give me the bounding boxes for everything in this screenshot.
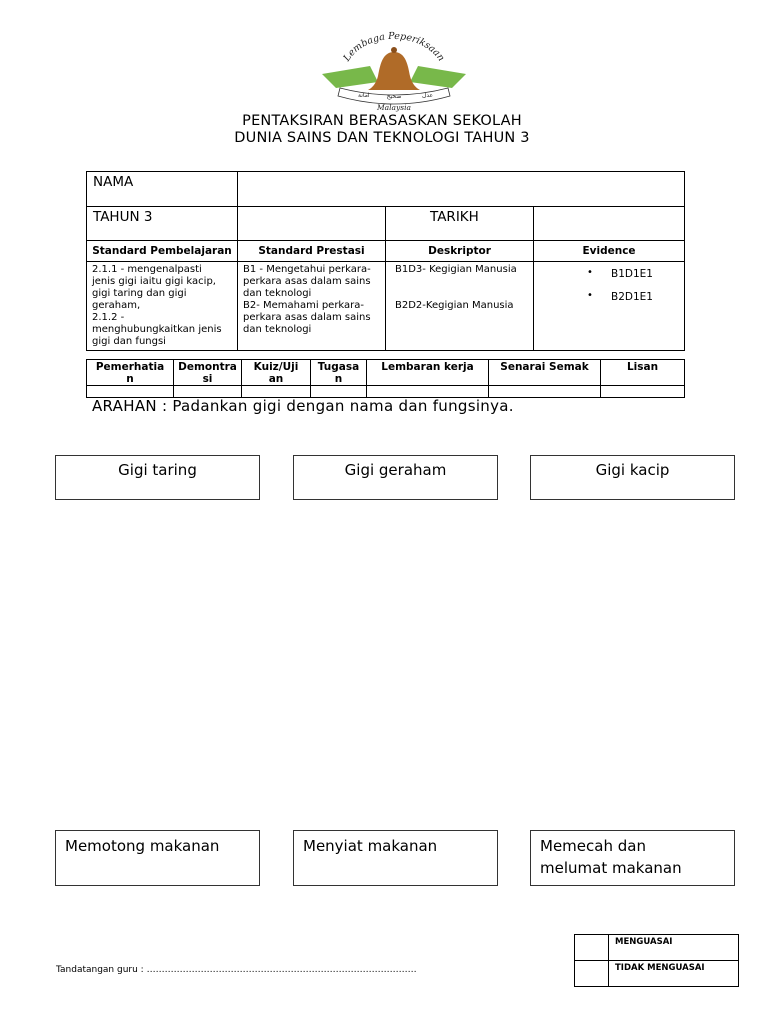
function-label: Menyiat makanan <box>303 837 438 855</box>
tooth-name-box-canine[interactable] <box>55 455 260 500</box>
logo-arc-text: Lembaga Peperiksaan <box>341 30 447 64</box>
teacher-signature-line[interactable]: Tandatangan guru : ……………………………………………………………………………… <box>56 965 417 975</box>
performance-standard-line: perkara asas dalam sains <box>243 312 371 323</box>
descriptor-item: B2D2-Kegigian Manusia <box>395 300 514 311</box>
method-cell[interactable] <box>174 386 242 398</box>
logo-left-wing <box>322 66 378 88</box>
descriptor-item: B1D3- Kegigian Manusia <box>395 264 517 275</box>
header-learning-standard: Standard Pembelajaran <box>87 241 238 262</box>
function-label: melumat makanan <box>540 858 682 877</box>
name-label: NAMA <box>87 172 238 207</box>
function-label: Memecah dan <box>540 837 646 855</box>
not-mastered-checkbox[interactable] <box>575 961 609 987</box>
logo-center-text: صحيح <box>386 93 402 100</box>
logo-right-text: عدل <box>422 92 434 99</box>
performance-standard-cell <box>238 262 386 351</box>
header-evidence: Evidence <box>534 241 685 262</box>
tooth-name-box-incisor[interactable] <box>530 455 735 500</box>
method-assignment: Tugasa n <box>311 360 367 386</box>
instruction-text: ARAHAN : Padankan gigi dengan nama dan fungsinya. <box>92 397 514 415</box>
lembaga-peperiksaan-logo <box>318 26 470 112</box>
year-field[interactable] <box>238 207 386 241</box>
performance-standard-line: B1 - Mengetahui perkara- <box>243 264 371 275</box>
learning-standard-line: menghubungkaitkan jenis <box>92 324 222 335</box>
not-mastered-label: TIDAK MENGUASAI <box>609 961 739 987</box>
method-cell[interactable] <box>489 386 601 398</box>
tooth-name-box-molar[interactable] <box>293 455 498 500</box>
date-label: TARIKH <box>386 207 534 241</box>
mastered-label: MENGUASAI <box>609 935 739 961</box>
page-title: PENTAKSIRAN BERASASKAN SEKOLAH <box>242 113 522 129</box>
learning-standard-line: 2.1.2 - <box>92 312 125 323</box>
method-checklist: Senarai Semak <box>489 360 601 386</box>
student-info-table <box>86 171 685 351</box>
method-cell[interactable] <box>311 386 367 398</box>
learning-standard-line: gigi taring dan gigi <box>92 288 187 299</box>
page-subtitle: DUNIA SAINS DAN TEKNOLOGI TAHUN 3 <box>234 130 530 146</box>
mastery-table <box>574 934 739 987</box>
header-performance-standard: Standard Prestasi <box>238 241 386 262</box>
learning-standard-line: 2.1.1 - mengenalpasti <box>92 264 202 275</box>
method-worksheet: Lembaran kerja <box>367 360 489 386</box>
descriptor-cell <box>386 262 534 351</box>
method-cell[interactable] <box>87 386 174 398</box>
tooth-name-label: Gigi geraham <box>344 461 447 479</box>
logo-bottom-text: Malaysia <box>377 103 411 112</box>
performance-standard-line: perkara asas dalam sains <box>243 276 371 287</box>
date-field[interactable] <box>534 207 685 241</box>
method-quiz: Kuiz/Uji an <box>242 360 311 386</box>
assessment-methods-table <box>86 359 685 398</box>
mastered-checkbox[interactable] <box>575 935 609 961</box>
tooth-name-label: Gigi taring <box>118 461 197 479</box>
evidence-cell <box>534 262 685 351</box>
logo-right-wing <box>410 66 466 88</box>
method-cell[interactable] <box>367 386 489 398</box>
method-observation: Pemerhatia n <box>87 360 174 386</box>
method-oral: Lisan <box>601 360 685 386</box>
year-label: TAHUN 3 <box>87 207 238 241</box>
logo-bell <box>368 52 420 90</box>
function-label: Memotong makanan <box>65 837 220 855</box>
logo-left-text: امانة <box>358 92 370 99</box>
learning-standard-cell <box>87 262 238 351</box>
tooth-name-label: Gigi kacip <box>595 461 670 479</box>
learning-standard-line: gigi dan fungsi <box>92 336 166 347</box>
performance-standard-line: dan teknologi <box>243 288 312 299</box>
method-demonstration: Demontra si <box>174 360 242 386</box>
performance-standard-line: dan teknologi <box>243 324 312 335</box>
function-box-tearing[interactable] <box>293 830 498 886</box>
method-cell[interactable] <box>242 386 311 398</box>
evidence-item: • B2D1E1 <box>534 291 684 303</box>
function-box-grinding[interactable] <box>530 830 735 886</box>
evidence-item: • B1D1E1 <box>534 268 684 280</box>
function-box-cutting[interactable] <box>55 830 260 886</box>
performance-standard-line: B2- Memahami perkara- <box>243 300 365 311</box>
learning-standard-line: geraham, <box>92 300 141 311</box>
learning-standard-line: jenis gigi iaitu gigi kacip, <box>92 276 216 287</box>
method-cell[interactable] <box>601 386 685 398</box>
header-descriptor: Deskriptor <box>386 241 534 262</box>
name-field[interactable] <box>238 172 685 207</box>
